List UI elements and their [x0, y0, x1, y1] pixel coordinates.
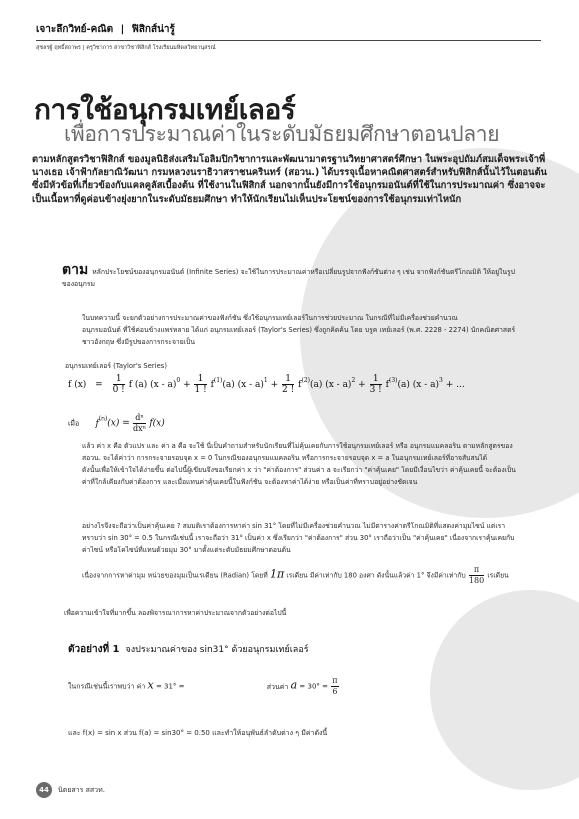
decorative-circle-small — [430, 590, 579, 790]
example-line-2: และ f(x) = sin x ส่วน f(a) = sin30° = 0.50 และทำให้อนุพันธ์ลำดับต่าง ๆ มีค่าดังนี้ — [68, 729, 328, 737]
derivative-operator: $\frac{\text{dⁿ}}{\text{dxⁿ}}$ — [133, 413, 147, 433]
radian-text-c: เรเดียน — [487, 571, 509, 580]
subject-name: ฟิสิกส์น่ารู้ — [131, 24, 175, 35]
derivative-rhs: f(x) — [149, 418, 165, 429]
plus-sign: + — [183, 380, 191, 390]
page-footer — [36, 782, 105, 798]
header-rule — [36, 40, 541, 41]
derivative-mid: (x) = — [107, 418, 130, 429]
term-2-body: (a) (x - a) — [309, 380, 352, 390]
paragraph-3b: ดังนั้นเพื่อให้เข้าใจได้ง่ายขึ้น ต่อไปนี้ผู้เขียนจึงขอเรียกค่า x ว่า "ค่าต้องการ" ส่วนค่า a จะเรียกว่า "ค่าคุ้นเคย" โดยมีเงื่อนไขว่า ค่าคุ้นเคยนี้ จะต้องเป็นค่าที่ใกล้เคียงกับค่าต้องการ และเมื่อแทนค่าคุ้นเคยนี้ในฟังก์ชัน จะต้องหาค่าได้ง่าย หรือเป็นค่าที่ทราบอยู่อย่างชัดเจน — [82, 466, 516, 486]
variable-a: a — [290, 678, 298, 692]
term-1-power: 1 — [263, 377, 268, 384]
example-text-d: = 30° = — [299, 682, 328, 691]
term-2-coefficient: $\frac{1}{2 !}$ — [282, 374, 295, 395]
header-section-line — [36, 22, 541, 37]
example-label: ตัวอย่างที่ 1 — [68, 644, 120, 655]
plus-sign: + — [270, 380, 279, 390]
term-0-power: 0 — [176, 377, 181, 384]
term-1-body: (a) (x - a) — [222, 380, 264, 390]
term-2-f: f — [298, 380, 302, 390]
paragraph-5-text — [62, 565, 520, 586]
term-3-body: (a) (x - a) — [397, 380, 439, 390]
paragraph-4-text: อย่างไรจึงจะถือว่าเป็นค่าคุ้นเคย ? สมมติเราต้องการหาค่า sin 31° โดยที่ไม่มีเครื่องช่วยคำนวณ ไม่มีตารางค่าตรีโกณมิติที่แสดงค่ามุมไซน์ แต่เราทราบว่า sin 30° = 0.5 ในกรณีเช่นนี้ เราจะถือว่า 31° เป็นค่า x ซึ่งเรียกว่า "ค่าต้องการ" ส่วน 30° เราถือว่าเป็น "ค่าคุ้นเคย" เนื่องจากเราคุ้นเคยกับค่าไซน์ หรือโคไซน์ที่แทนด้วยมุม 30° มาตั้งแต่ระดับมัธยมศึกษาตอนต้น — [82, 522, 515, 554]
formula-lhs: f (x) — [68, 380, 87, 390]
derivative-order: (n) — [98, 415, 108, 423]
author-line: สุชลรฐ์ ฤทธิ์สถาพร | ครูวิชาการ สาขาวิชาฟิสิกส์ โรงเรียนมหิดลวิทยานุสรณ์ — [36, 45, 216, 51]
term-3-order: (3) — [389, 377, 398, 384]
derivative-lhs: f — [95, 418, 99, 429]
paragraph-3a: แล้ว ค่า x คือ ตัวแปร และ ค่า a คือ จะใช้ นี่เป็นคำถามสำหรับนักเรียนที่ไม่คุ้นเคยกับการใช้อนุกรมเทย์เลอร์ หรือ อนุกรมแมคลอริน ตามหลักสูตรของ สอวน. จะได้ค่าว่า การกระจายรอบจุด x = 0 ในกรณีของอนุกรมแมคลอริน หรือการกระจายรอบจุด x = a ในอนุกรมเทย์เลอร์ที่อาจสับสนได้ — [82, 442, 513, 462]
example-text-b: = 31° = — [155, 682, 185, 691]
plus-sign: + — [358, 380, 366, 390]
radian-text-a: เนื่องจากการหาค่ามุม หน่วยของมุมเป็นเรเดียน (Radian) โดยที่ — [82, 571, 268, 580]
page-header — [36, 22, 541, 52]
example-heading — [68, 642, 309, 657]
paragraph-3 — [62, 440, 520, 488]
term-3-coefficient: $\frac{1}{3 !}$ — [369, 374, 382, 395]
derivative-definition — [68, 413, 165, 434]
pi-over-180: $\frac{\pi}{180}$ — [468, 565, 485, 585]
paragraph-5 — [62, 565, 520, 586]
header-divider: | — [120, 24, 125, 35]
article-subtitle: เพื่อการประมาณค่าในระดับมัธยมศึกษาตอนปลาย — [64, 122, 500, 146]
example-text-a: ในกรณีเช่นนี้เราพบว่า ค่า — [68, 682, 146, 691]
term-1-order: (1) — [213, 377, 223, 384]
paragraph-1-text: หลักประโยชน์ของอนุกรมอนันต์ (Infinite Series) จะใช้ในการประมาณค่าหรือเปลี่ยนรูปจากฟังก์ชันต่าง ๆ เช่น จากฟังก์ชันตรีโกณมิติ ให้อยู่ในรูปของอนุกรม — [62, 268, 515, 288]
where-label: เมื่อ — [68, 419, 80, 428]
formula-ellipsis: + ... — [445, 380, 465, 390]
paragraph-2b: อนุกรมอนันต์ ที่ใช้ค่อนข้างแพร่หลาย ได้แก่ อนุกรมเทย์เลอร์ (Taylor's Series) ซึ่งถูกคิดค้น โดย บรูค เทย์เลอร์ (พ.ศ. 2228 - 2274) นักคณิตศาสตร์ชาวอังกฤษ ซึ่งมีรูปของการกระจายเป็น — [82, 326, 516, 346]
example-line-1 — [68, 676, 340, 697]
term-0-body: f (a) (x - a) — [128, 380, 177, 390]
term-3-f: f — [385, 380, 390, 390]
formula-equals: = — [95, 380, 103, 390]
term-2-power: 2 — [351, 377, 356, 384]
variable-x: x — [147, 678, 154, 692]
paragraph-2a: ในบทความนี้ จะยกตัวอย่างการประมาณค่าของฟังก์ชัน ซึ่งใช้อนุกรมเทย์เลอร์ในการช่วยประมาณ ในกรณีที่ไม่มีเครื่องช่วยคำนวณ — [82, 314, 458, 322]
page-number: 44 — [36, 782, 52, 798]
example-text-c: ส่วนค่า — [266, 682, 289, 691]
paragraph-6: เพื่อความเข้าใจที่มากขึ้น ลองพิจารณาการหาค่าประมาณจากตัวอย่างต่อไปนี้ — [64, 609, 287, 617]
paragraph-1 — [62, 264, 520, 290]
lead-word: ตาม — [62, 262, 89, 278]
paragraph-2 — [62, 312, 520, 348]
term-3-power: 3 — [439, 377, 443, 384]
taylor-formula — [68, 374, 528, 395]
section-name: เจาะลึกวิทย์-คณิต — [36, 24, 114, 35]
pi-over-6: $\frac{\pi}{6}$ — [332, 676, 338, 696]
term-1-coefficient: $\frac{1}{1 !}$ — [194, 374, 207, 395]
radian-text-b: เรเดียน มีค่าเท่ากับ 180 องศา ดังนั้นแล้วค่า 1° จึงมีค่าเท่ากับ — [286, 571, 466, 580]
magazine-name: นิตยสาร สสวท. — [58, 786, 105, 794]
term-1-f: f — [210, 380, 214, 390]
paragraph-4 — [62, 520, 520, 556]
example-prompt: จงประมาณค่าของ sin31° ด้วยอนุกรมเทย์เลอร์ — [125, 645, 309, 655]
formula-label: อนุกรมเทย์เลอร์ (Taylor's Series) — [65, 362, 167, 370]
term-2-order: (2) — [301, 377, 310, 384]
intro-paragraph: ตามหลักสูตรวิชาฟิสิกส์ ของมูลนิธิส่งเสริมโอลิมปิกวิชาการและพัฒนามาตรฐานวิทยาศาสตร์ศึกษา ในพระอุปถัมภ์สมเด็จพระเจ้าพี่นางเธอ เจ้าฟ้ากัลยาณิวัฒนา กรมหลวงนราธิวาสราชนครินทร์ (สอวน.) ได้บรรจุเนื้อหาคณิตศาสตร์สำหรับฟิสิกส์นั้นไว้ในตอนต้น ซึ่งมีหัวข้อที่เกี่ยวข้องกับแคลคูลัสเบื้องต้น ที่ใช้งานในฟิสิกส์ นอกจากนั้นยังมีการใช้อนุกรมอนันต์ที่ใช้ในการประมาณค่า ซึ่งอาจจะเป็นเนื้อหาที่ดูค่อนข้างยุ่งยากในระดับมัธยมศึกษา ทำให้นักเรียนไม่เห็นประโยชน์ของการใช้อนุกรมเท่าไหนัก — [32, 154, 547, 205]
article-title: การใช้อนุกรมเทย์เลอร์ — [34, 93, 296, 126]
pi-symbol: 1π — [269, 567, 285, 581]
term-0-coefficient: $\frac{1}{0 !}$ — [112, 374, 125, 395]
